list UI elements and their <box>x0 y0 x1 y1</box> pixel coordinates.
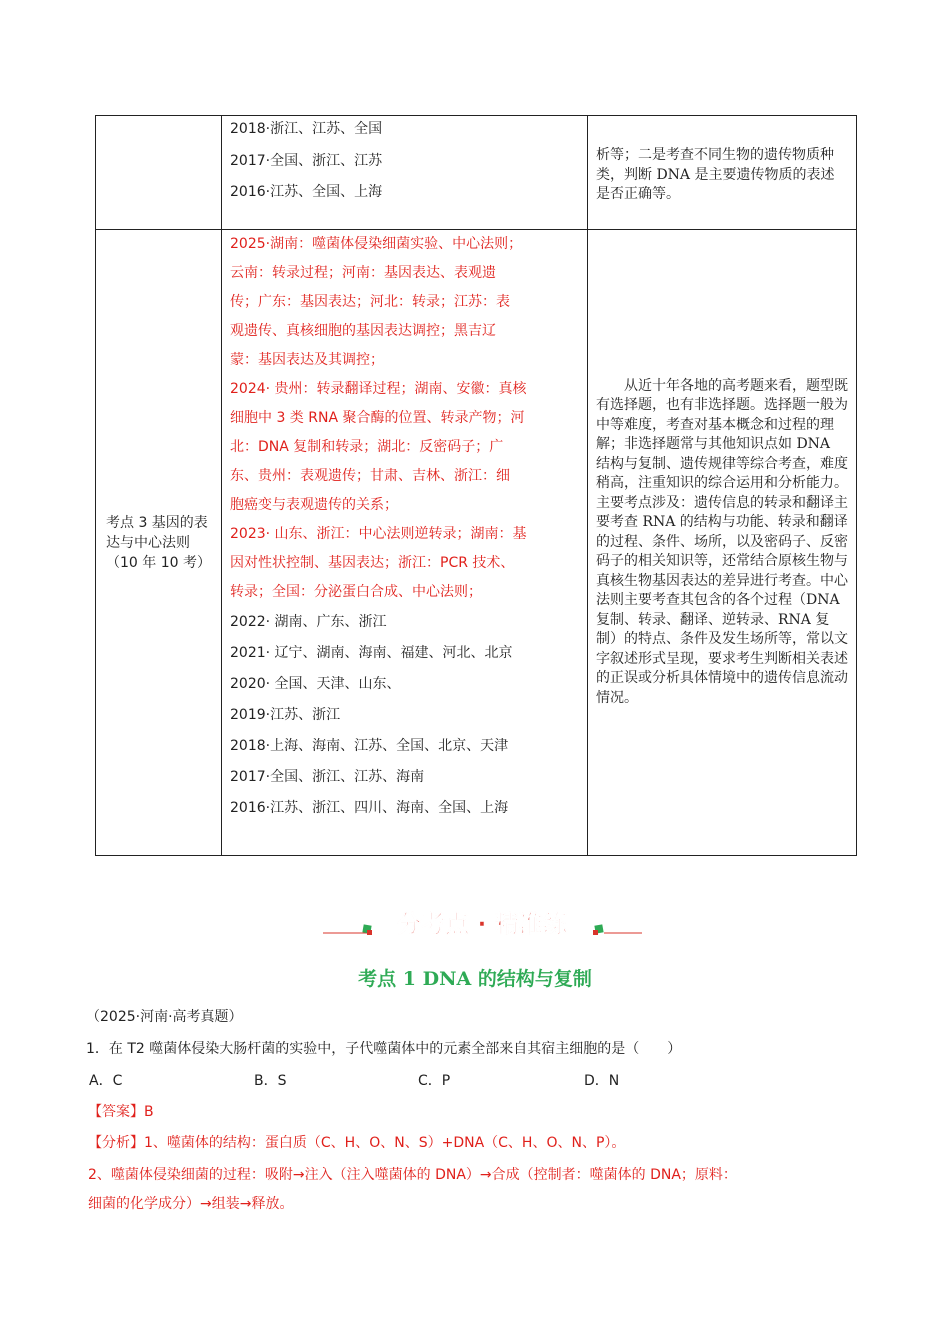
option-c: C．P <box>418 1073 451 1089</box>
banner-square-icon <box>367 930 372 935</box>
year-line: 转录；全国：分泌蛋白合成、中心法则； <box>230 584 482 600</box>
year-line: 2023· 山东、浙江：中心法则逆转录；湖南：基 <box>230 526 527 542</box>
banner-text: 分考点 · 精准练 <box>397 910 567 938</box>
year-line: 2022· 湖南、广东、浙江 <box>230 614 387 630</box>
year-line: 云南：转录过程；河南：基因表达、表观遗 <box>230 265 496 281</box>
analysis-text: 析等；二是考查不同生物的遗传物质种类，判断 DNA 是主要遗传物质的表述是否正确等。 <box>596 147 835 202</box>
year-line: 2019·江苏、浙江 <box>230 707 341 723</box>
option-d: D．N <box>584 1073 620 1089</box>
table-row <box>96 116 857 230</box>
year-line: 传；广东：基因表达；河北：转录；江苏：表 <box>230 294 510 310</box>
exam-analysis-table <box>95 115 857 856</box>
year-line: 胞癌变与表观遗传的关系； <box>230 497 398 513</box>
topic-cell <box>96 116 222 230</box>
answer-text: 【答案】B <box>88 1104 154 1120</box>
year-line: 2018·上海、海南、江苏、全国、北京、天津 <box>230 738 509 754</box>
year-line: 2024· 贵州：转录翻译过程；湖南、安徽：真核 <box>230 381 527 397</box>
year-line: 观遗传、真核细胞的基因表达调控；黑吉辽 <box>230 323 496 339</box>
section-title: 考点 1 DNA 的结构与复制 <box>358 968 592 990</box>
option-b: B．S <box>254 1073 287 1089</box>
option-a: A．C <box>89 1073 123 1089</box>
section-banner <box>320 902 645 946</box>
year-line: 2018·浙江、江苏、全国 <box>230 121 383 137</box>
years-cell <box>222 230 588 856</box>
year-line: 2016·江苏、全国、上海 <box>230 184 383 200</box>
year-line: 2025·湖南：噬菌体侵染细菌实验、中心法则； <box>230 236 523 252</box>
year-line: 北：DNA 复制和转录；湖北：反密码子；广 <box>230 439 504 455</box>
years-cell <box>222 116 588 230</box>
year-line: 因对性状控制、基因表达；浙江：PCR 技术、 <box>230 555 515 571</box>
year-line: 细胞中 3 类 RNA 聚合酶的位置、转录产物；河 <box>230 410 525 426</box>
topic-cell <box>96 230 222 856</box>
analysis-line: 细菌的化学成分）→组装→释放。 <box>88 1196 294 1212</box>
year-line: 2021· 辽宁、湖南、海南、福建、河北、北京 <box>230 645 513 661</box>
question-stem: 1．在 T2 噬菌体侵染大肠杆菌的实验中，子代噬菌体中的元素全部来自其宿主细胞的是（ ） <box>86 1041 682 1057</box>
year-line: 2016·江苏、浙江、四川、海南、全国、上海 <box>230 800 509 816</box>
year-line: 东、贵州：表观遗传；甘肃、吉林、浙江：细 <box>230 468 510 484</box>
table-row <box>96 230 857 856</box>
analysis-cell <box>588 116 857 230</box>
year-line: 2020· 全国、天津、山东、 <box>230 676 401 692</box>
analysis-line: 【分析】1、噬菌体的结构：蛋白质（C、H、O、N、S）+DNA（C、H、O、N、P）。 <box>88 1135 626 1151</box>
question-source: （2025·河南·高考真题） <box>86 1009 243 1025</box>
analysis-text: 从近十年各地的高考题来看，题型既有选择题，也有非选择题。选择题一般为中等难度，考查对基本概念和过程的理解；非选择题常与其他知识点如 DNA 结构与复制、遗传规律等综合考查，难度稍高，注重知识的综合运用和分析能力。主要考点涉及：遗传信息的转录和翻译主要考查 RNA 的结构与功能、转录和翻译的过程、条件、场所，以及密码子、反密码子的相关知识等，还常结合原核生物与真核生物基因表达的差异进行考查。中心法则主要考查其包含的各个过程（DNA 复制、转录、翻译、逆转录、RNA 复制）的特点、条件及发生场所等，常以文字叙述形式呈现，要求考生判断相关表述的正误或分析具体情境中的遗传信息流动情况。 <box>596 377 848 706</box>
year-line: 2017·全国、浙江、江苏、海南 <box>230 769 425 785</box>
banner-square-icon <box>593 930 598 935</box>
analysis-line: 2、噬菌体侵染细菌的过程：吸附→注入（注入噬菌体的 DNA）→合成（控制者：噬菌体的 DNA；原料： <box>88 1167 737 1183</box>
analysis-cell <box>588 230 857 856</box>
year-line: 2017·全国、浙江、江苏 <box>230 153 383 169</box>
topic-label: 考点 3 基因的表达与中心法则（10 年 10 考） <box>106 514 211 571</box>
year-line: 蒙：基因表达及其调控； <box>230 352 384 368</box>
